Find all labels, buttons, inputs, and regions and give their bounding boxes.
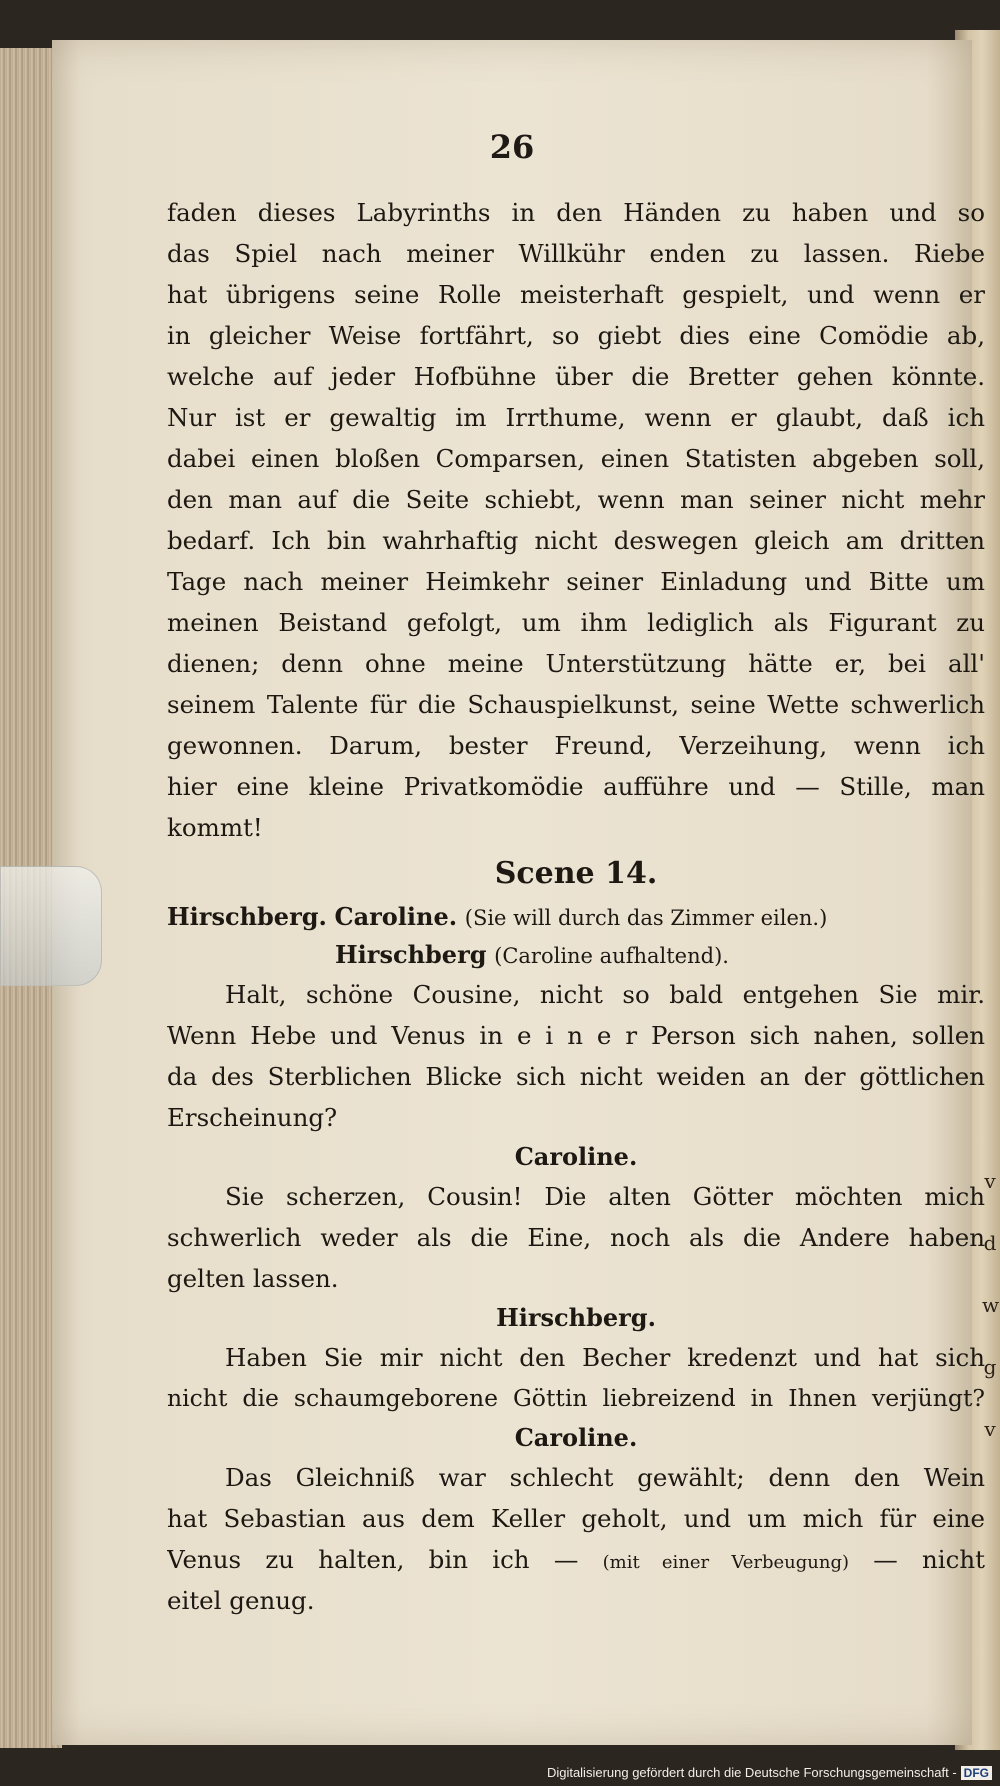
speech-line: nicht die schaumgeborene Göttin liebreizend in Ihnen verjüngt? — [167, 1384, 985, 1412]
text-line: meinen Beistand gefolgt, um ihm lediglich als Figurant zu — [167, 608, 985, 637]
sliver-char: w — [982, 1293, 1000, 1317]
text-line: hier eine kleine Privatkomödie aufführe und — Stille, man — [167, 772, 985, 801]
credit-text: Digitalisierung gefördert durch die Deutsche Forschungsgemeinschaft - — [546, 1765, 957, 1780]
stage-direction: (mit einer Verbeugung) — [602, 1552, 849, 1573]
speech-line: Sie scherzen, Cousin! Die alten Götter möchten mich — [225, 1182, 985, 1211]
sliver-char: g — [983, 1355, 997, 1379]
text-line: dienen; denn ohne meine Unterstützung hätte er, bei all' — [167, 649, 985, 678]
sliver-char: d — [983, 1231, 997, 1255]
text-line: welche auf jeder Hofbühne über die Bretter gehen könnte. — [167, 362, 985, 391]
text-line: bedarf. Ich bin wahrhaftig nicht deswegen gleich am dritten — [167, 526, 985, 555]
stage-direction: (Sie will durch das Zimmer eilen.) — [464, 906, 828, 930]
speech-line: da des Sterblichen Blicke sich nicht weiden an der göttlichen — [167, 1062, 985, 1091]
speech-line: Das Gleichniß war schlecht gewählt; denn den Wein — [225, 1463, 985, 1492]
text-line: Tage nach meiner Heimkehr seiner Einladung und Bitte um — [167, 567, 985, 596]
speech-line: Haben Sie mir nicht den Becher kredenzt und hat sich — [225, 1343, 985, 1372]
text-line: den man auf die Seite schiebt, wenn man seiner nicht mehr — [167, 485, 985, 514]
sliver-char: v — [984, 1169, 996, 1193]
stage-direction: (Caroline aufhaltend). — [494, 944, 729, 968]
page-number: 26 — [489, 128, 535, 166]
speaker-intro-line — [167, 936, 985, 974]
book-page — [52, 40, 985, 1745]
page-clip — [0, 866, 102, 986]
dfg-logo: DFG — [961, 1766, 992, 1780]
text-line: kommt! — [167, 813, 263, 842]
text-line: seinem Talente für die Schauspielkunst, seine Wette schwerlich — [167, 690, 985, 719]
speech-line: schwerlich weder als die Eine, noch als die Andere haben — [167, 1223, 985, 1252]
scene-heading: Scene 14. — [494, 856, 658, 891]
cast-name: Caroline. — [334, 902, 458, 931]
text-line: dabei einen bloßen Comparsen, einen Statisten abgeben soll, — [167, 444, 985, 473]
digitization-credit — [547, 1765, 992, 1780]
text-line: faden dieses Labyrinths in den Händen zu haben und so — [167, 198, 985, 227]
speaker-name: Caroline. — [514, 1423, 638, 1452]
speech-line: Wenn Hebe und Venus in e i n e r Person sich nahen, sollen — [167, 1021, 985, 1050]
speaker-name: Hirschberg — [335, 940, 487, 969]
speaker-name: Caroline. — [514, 1142, 638, 1171]
text-line: hat übrigens seine Rolle meisterhaft gespielt, und wenn er — [167, 280, 985, 309]
speech-fragment: — nicht — [873, 1545, 985, 1574]
text-line: Nur ist er gewaltig im Irrthume, wenn er glaubt, daß ich — [167, 403, 985, 432]
speaker-name: Hirschberg. — [496, 1303, 656, 1332]
speech-line: hat Sebastian aus dem Keller geholt, und um mich für eine — [167, 1504, 985, 1533]
speech-line — [167, 1539, 985, 1580]
sliver-char: v — [984, 1417, 996, 1441]
text-line: in gleicher Weise fortfährt, so giebt dies eine Comödie ab, — [167, 321, 985, 350]
speech-line: gelten lassen. — [167, 1264, 339, 1293]
speech-line: Halt, schöne Cousine, nicht so bald entgehen Sie mir. — [225, 980, 985, 1009]
cast-line — [167, 898, 985, 936]
speech-line: eitel genug. — [167, 1586, 315, 1615]
text-line: das Spiel nach meiner Willkühr enden zu lassen. Riebe — [167, 239, 985, 268]
page-text — [167, 192, 985, 1615]
speech-fragment: Venus zu halten, bin ich — — [167, 1545, 579, 1574]
text-line: gewonnen. Darum, bester Freund, Verzeihung, wenn ich — [167, 731, 985, 760]
speech-line: Erscheinung? — [167, 1103, 338, 1132]
cast-name: Hirschberg. — [167, 902, 327, 931]
